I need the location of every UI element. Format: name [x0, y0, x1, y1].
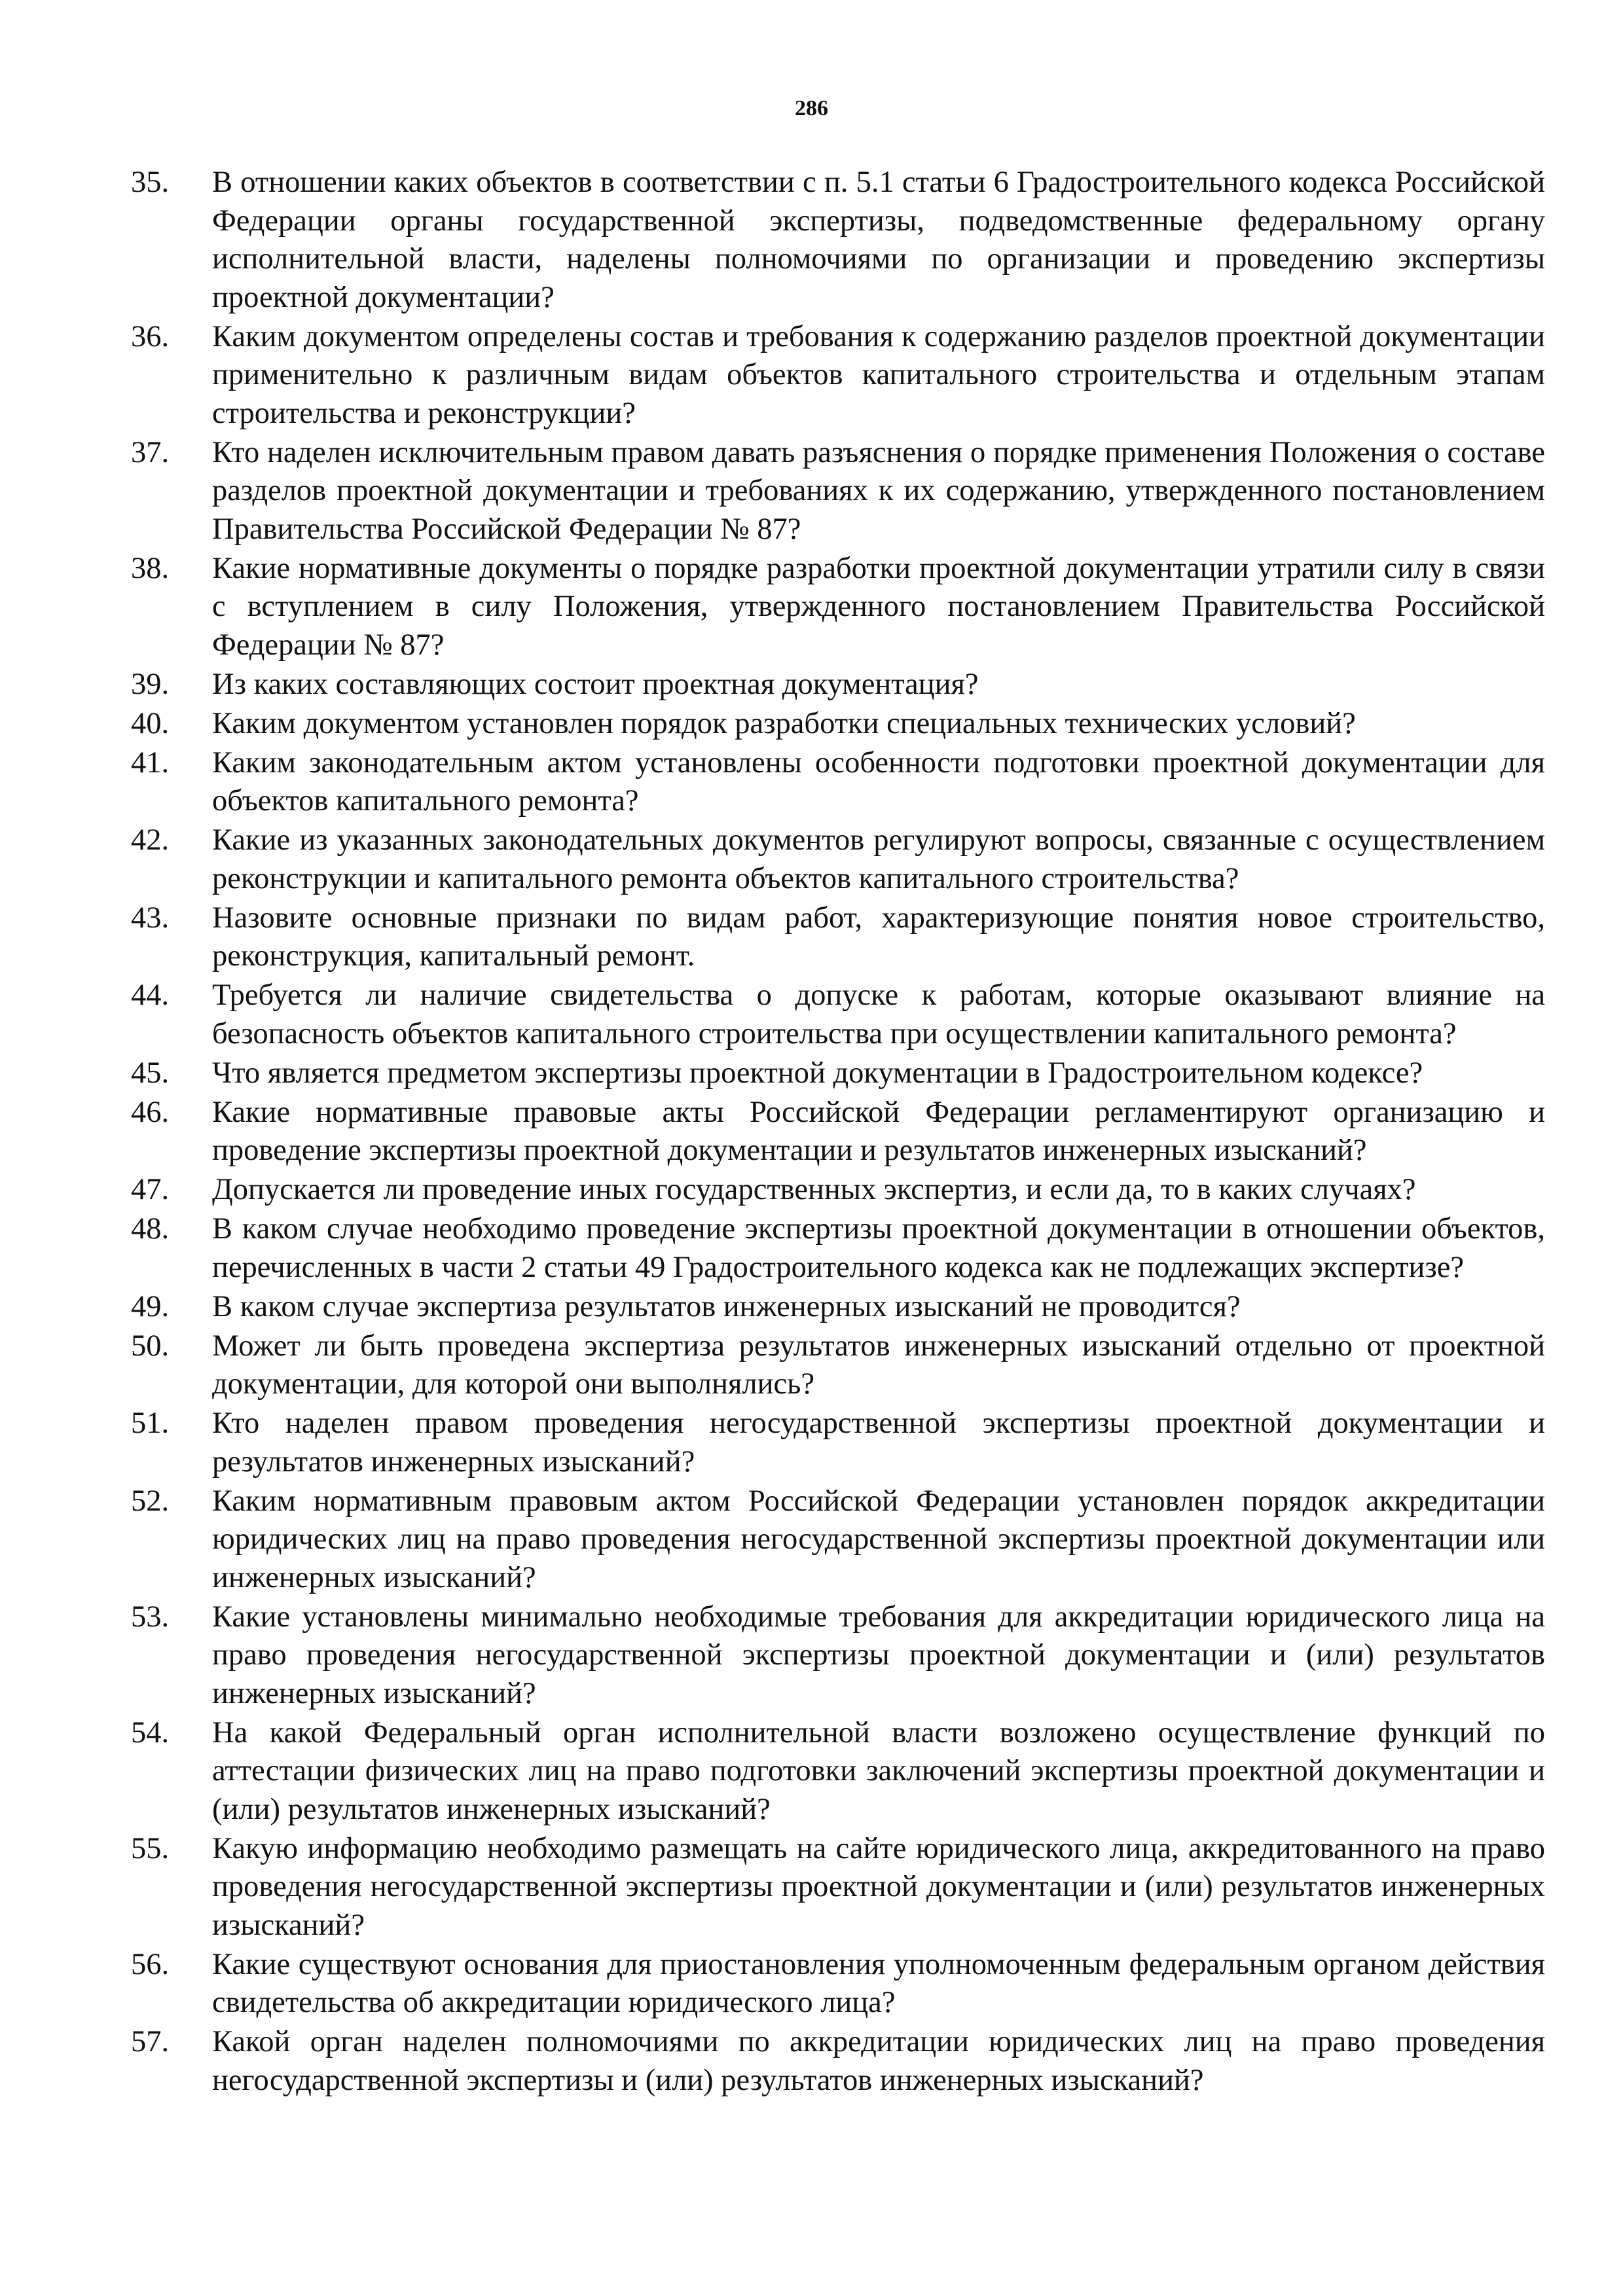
question-number: 47. — [131, 1173, 170, 1206]
question-41 — [131, 744, 1545, 821]
question-text: В каком случае необходимо проведение экспертизы проектной документации в отношении объектов, перечисленных в части 2 статьи 49 Градостроительного кодекса как не подлежащих экспертизе? — [212, 1212, 1545, 1284]
question-text: Какие из указанных законодательных документов регулируют вопросы, связанные с осуществлением реконструкции и капитального ремонта объектов капитального строительства? — [212, 823, 1545, 895]
question-text: Каким нормативным правовым актом Российской Федерации установлен порядок аккредитации юридических лиц на право проведения негосударственной экспертизы проектной документации или инженерных изысканий? — [212, 1484, 1545, 1594]
question-text: Из каких составляющих состоит проектная документация? — [212, 667, 979, 701]
question-number: 35. — [131, 166, 170, 199]
question-text: Назовите основные признаки по видам работ, характеризующие понятия новое строительство, реконструкция, капитальный ремонт. — [212, 901, 1545, 973]
question-number: 55. — [131, 1831, 170, 1865]
question-number: 40. — [131, 706, 170, 740]
question-text: Что является предметом экспертизы проектной документации в Градостроительном кодексе? — [212, 1056, 1423, 1090]
question-50 — [131, 1327, 1545, 1404]
question-number: 45. — [131, 1056, 170, 1090]
question-text: Каким документом установлен порядок разработки специальных технических условий? — [212, 706, 1356, 740]
question-40 — [131, 705, 1545, 744]
question-46 — [131, 1094, 1545, 1170]
question-text: Кто наделен правом проведения негосударственной экспертизы проектной документации и результатов инженерных изысканий? — [212, 1407, 1545, 1479]
question-number: 39. — [131, 667, 170, 701]
question-text: Каким законодательным актом установлены особенности подготовки проектной документации для объектов капитального ремонта? — [212, 745, 1545, 817]
question-54 — [131, 1714, 1545, 1829]
question-text: Каким документом определены состав и требования к содержанию разделов проектной документации применительно к различным видам объектов капитального строительства и отдельным этапам строительства и реконструкции? — [212, 319, 1545, 430]
page-number: 286 — [795, 96, 828, 120]
question-52 — [131, 1482, 1545, 1598]
question-number: 53. — [131, 1600, 170, 1634]
question-text: Какие нормативные правовые акты Российской Федерации регламентируют организацию и проведение экспертизы проектной документации и результатов инженерных изысканий? — [212, 1095, 1545, 1167]
question-text: Какую информацию необходимо размещать на сайте юридического лица, аккредитованного на право проведения негосударственной экспертизы проектной документации и (или) результатов инженерных изысканий? — [212, 1831, 1545, 1942]
question-44 — [131, 977, 1545, 1053]
question-number: 42. — [131, 823, 170, 857]
question-text: Какие существуют основания для приостановления уполномоченным федеральным органом действия свидетельства об аккредитации юридического лица? — [212, 1947, 1545, 2019]
question-text: В отношении каких объектов в соответствии с п. 5.1 статьи 6 Градостроительного кодекса Российской Федерации органы государственной экспертизы, подведомственные федеральному органу исполнительной власти, наделены полномочиями по организации и проведению экспертизы проектной документации? — [212, 166, 1545, 314]
question-number: 43. — [131, 901, 170, 935]
question-55 — [131, 1830, 1545, 1945]
question-number: 54. — [131, 1715, 170, 1749]
question-57 — [131, 2023, 1545, 2100]
question-number: 41. — [131, 745, 170, 780]
question-number: 51. — [131, 1407, 170, 1440]
question-49 — [131, 1288, 1545, 1327]
question-number: 48. — [131, 1212, 170, 1246]
question-number: 50. — [131, 1329, 170, 1363]
question-text: Может ли быть проведена экспертиза результатов инженерных изысканий отдельно от проектной документации, для которой они выполнялись? — [212, 1329, 1545, 1401]
question-36 — [131, 318, 1545, 433]
question-number: 36. — [131, 319, 170, 353]
question-37 — [131, 434, 1545, 549]
question-56 — [131, 1946, 1545, 2022]
question-35 — [131, 164, 1545, 317]
question-42 — [131, 821, 1545, 898]
question-number: 52. — [131, 1484, 170, 1518]
question-number: 57. — [131, 2025, 170, 2058]
question-text: Допускается ли проведение иных государственных экспертиз, и если да, то в каких случаях? — [212, 1173, 1416, 1206]
question-38 — [131, 550, 1545, 665]
question-45 — [131, 1054, 1545, 1093]
question-list — [131, 164, 1545, 2101]
question-text: Какие нормативные документы о порядке разработки проектной документации утратили силу в связи с вступлением в силу Положения, утвержденного постановлением Правительства Российской Федерации № 87? — [212, 551, 1545, 662]
question-number: 44. — [131, 978, 170, 1012]
question-text: В каком случае экспертиза результатов инженерных изысканий не проводится? — [212, 1289, 1241, 1323]
question-51 — [131, 1405, 1545, 1481]
question-53 — [131, 1598, 1545, 1713]
question-text: Какой орган наделен полномочиями по аккредитации юридических лиц на право проведения негосударственной экспертизы и (или) результатов инженерных изысканий? — [212, 2025, 1545, 2097]
question-47 — [131, 1171, 1545, 1210]
question-text: Какие установлены минимально необходимые требования для аккредитации юридического лица на право проведения негосударственной экспертизы проектной документации и (или) результатов инженерных изысканий? — [212, 1600, 1545, 1710]
question-text: Кто наделен исключительным правом давать разъяснения о порядке применения Положения о составе разделов проектной документации и требованиях к их содержанию, утвержденного постановлением Правительства Российской Федерации № 87? — [212, 435, 1545, 546]
question-number: 38. — [131, 551, 170, 585]
question-number: 46. — [131, 1095, 170, 1129]
question-48 — [131, 1210, 1545, 1287]
question-text: Требуется ли наличие свидетельства о допуске к работам, которые оказывают влияние на безопасность объектов капитального строительства при осуществлении капитального ремонта? — [212, 978, 1545, 1050]
question-number: 49. — [131, 1289, 170, 1323]
question-text: На какой Федеральный орган исполнительной власти возложено осуществление функций по аттестации физических лиц на право подготовки заключений экспертизы проектной документации и (или) результатов инженерных изысканий? — [212, 1715, 1545, 1826]
question-number: 56. — [131, 1947, 170, 1981]
question-number: 37. — [131, 435, 170, 469]
question-39 — [131, 666, 1545, 704]
question-43 — [131, 899, 1545, 976]
